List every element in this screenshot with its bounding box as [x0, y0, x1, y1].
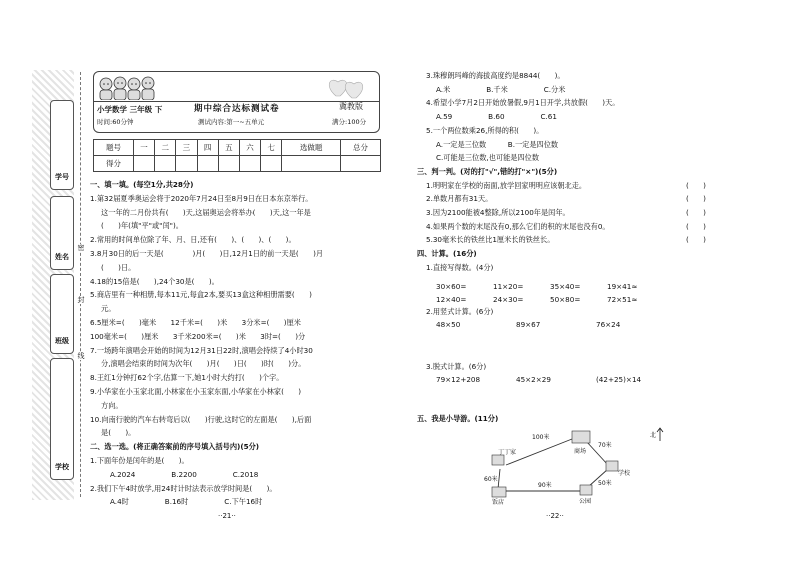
- map-place-home: 丁丁家: [498, 449, 517, 456]
- step-calc-item: 79×12+208: [436, 375, 481, 384]
- question-line: 5.一个两位数乘26,所得的积( )。: [426, 125, 544, 135]
- map-place-mall: 商场: [574, 448, 587, 455]
- student-number-box: [50, 100, 74, 190]
- map-distance-90: 90米: [538, 482, 552, 489]
- question-line: 5.30毫米长的铁丝比1厘米长的铁丝长。: [426, 235, 555, 245]
- exam-title: 期中综合达标测试卷: [194, 104, 280, 114]
- question-line: 2.常用的时间单位除了年、月、日,还有( )、( )、( )。: [90, 235, 296, 245]
- question-line: 分,演唱会结束的时间为次年( )月( )日( )时( )分。: [101, 359, 306, 369]
- question-line: 这一年的二月份共有( )天,这届奥运会将举办( )天,这一年是: [101, 207, 311, 217]
- page-number-right: ··22··: [546, 512, 564, 520]
- map-distance-60: 60米: [484, 476, 498, 483]
- question-line: 8.王红1分钟打62个字,估算一下,她1小时大约打( )个字。: [90, 373, 284, 383]
- class-box: [50, 274, 74, 354]
- score-table: [93, 139, 381, 172]
- score-cell[interactable]: [155, 156, 176, 172]
- score-cell[interactable]: [133, 156, 154, 172]
- question-line: A.4时 B.16时 C.下午16时: [110, 497, 263, 507]
- score-cell[interactable]: [197, 156, 218, 172]
- header-divider: [94, 101, 379, 102]
- direct-calc-item: 50×80=: [550, 295, 581, 304]
- exam-header: [93, 71, 380, 133]
- question-line: 6.5厘米=( )毫米 12千米=( )米 3分米=( )厘米: [90, 318, 301, 327]
- score-cell[interactable]: [218, 156, 239, 172]
- school-building: [606, 461, 618, 471]
- question-line: 2.我们下午4时放学,用24时计时法表示放学时间是( )。: [90, 483, 277, 493]
- score-cell[interactable]: [239, 156, 260, 172]
- question-line: 1.明明家在学校的南面,放学回家明明应该朝北走。: [426, 180, 587, 190]
- question-line: A.米 B.千米 C.分米: [436, 84, 566, 94]
- score-header-cell: 六: [239, 140, 260, 156]
- question-line: 100毫米=( )厘米 3千米200米=( )米 3时=( )分: [90, 331, 306, 341]
- section-title: 三、判一判。(对的打"√",错的打"×")(5分): [417, 166, 558, 176]
- question-line: A.一定是三位数 B.一定是四位数: [436, 139, 559, 149]
- direct-calc-item: 35×40=: [550, 282, 581, 291]
- seal-line: [80, 72, 81, 497]
- score-row: [94, 156, 381, 172]
- direct-calc-item: 30×60=: [436, 282, 467, 291]
- seal-char-1: 密: [77, 244, 85, 252]
- score-header-cell: 五: [218, 140, 239, 156]
- name-box: [50, 196, 74, 270]
- score-cell[interactable]: [261, 156, 282, 172]
- question-line: A.59 B.60 C.61: [436, 112, 557, 122]
- score-header-cell: 总分: [340, 140, 380, 156]
- vertical-calc-item: 76×24: [596, 320, 621, 329]
- score-header-row: [94, 140, 381, 156]
- question-line: 4.希望小学7月2日开始放暑假,9月1日开学,共放假( )天。: [426, 98, 620, 108]
- map-distance-70: 70米: [598, 442, 612, 449]
- question-line: 1.第32届夏季奥运会将于2020年7月24日至8月9日在日本东京举行。: [90, 193, 313, 203]
- step-calc-title: 3.脱式计算。(6分): [426, 362, 487, 371]
- direct-calc-item: 11×20=: [493, 282, 524, 291]
- map-place-school: 学校: [618, 470, 631, 477]
- score-cell[interactable]: [340, 156, 380, 172]
- page-number-left-value: 21: [222, 512, 232, 520]
- restaurant-building: [492, 487, 506, 497]
- page-number-left: ··21··: [218, 512, 236, 520]
- score-header-cell: 题号: [94, 140, 134, 156]
- question-line: 是( )。: [101, 428, 136, 438]
- question-line: ( )日。: [101, 262, 136, 272]
- question-line: 1.直接写得数。(4分): [426, 262, 494, 272]
- school-label: 学校: [55, 463, 69, 471]
- question-line: 3.8月30日的后一天是( )月( )日,12月1日的前一天是( )月: [90, 249, 324, 258]
- road-home-restaurant: [498, 469, 500, 489]
- north-label: 北: [650, 432, 657, 439]
- mall-building: [572, 431, 590, 443]
- judge-answer-blank[interactable]: ( ): [686, 221, 706, 231]
- judge-answer-blank[interactable]: ( ): [686, 180, 706, 190]
- question-line: C.可能是三位数,也可能是四位数: [436, 153, 540, 163]
- map-distance-100: 100米: [532, 434, 550, 441]
- score-header-cell: 四: [197, 140, 218, 156]
- question-line: 元。: [101, 304, 116, 314]
- class-label: 班级: [55, 337, 69, 345]
- score-cell[interactable]: [176, 156, 197, 172]
- name-label: 姓名: [55, 253, 69, 261]
- student-number-label: 学号: [55, 173, 69, 181]
- hearts-decoration: [326, 76, 374, 100]
- question-line: 10.向南行驶的汽车右转弯后以( )行驶,这时它的左面是( ),后面: [90, 414, 312, 424]
- park-building: [580, 485, 592, 495]
- question-line: 4.如果两个数的末尾没有0,那么它们的积的末尾也没有0。: [426, 221, 610, 231]
- question-line: A.2024 B.2200 C.2018: [110, 469, 259, 479]
- question-line: 4.18的15倍是( ),24个30是( )。: [90, 276, 219, 286]
- question-line: 1.下面年份是闰年的是( )。: [90, 456, 189, 465]
- question-line: 5.商店里有一种相册,每本11元,每盒2本,要买13盒这种相册需要( ): [90, 290, 312, 300]
- guide-map: [470, 425, 670, 505]
- score-header-cell: 七: [261, 140, 282, 156]
- judge-answer-blank[interactable]: ( ): [686, 235, 706, 245]
- section-5-title: 五、我是小导游。(11分): [417, 414, 499, 423]
- edition-badge: 冀教版: [339, 102, 363, 111]
- full-score: 满分:100分: [332, 118, 367, 126]
- section-title: 四、计算。(16分): [417, 249, 477, 259]
- vertical-calc-title: 2.用竖式计算。(6分): [426, 307, 494, 316]
- direct-calc-item: 12×40=: [436, 295, 467, 304]
- score-header-cell: 一: [133, 140, 154, 156]
- school-box: [50, 358, 74, 480]
- score-header-cell: 三: [176, 140, 197, 156]
- judge-answer-blank[interactable]: ( ): [686, 208, 706, 217]
- judge-answer-blank[interactable]: ( ): [686, 194, 706, 204]
- home-building: [492, 455, 504, 465]
- question-line: 方向。: [101, 400, 123, 410]
- page-number-right-value: 22: [550, 512, 560, 520]
- score-cell[interactable]: [282, 156, 341, 172]
- question-line: 3.珠穆朗玛峰的海拔高度约是8844( )。: [426, 71, 565, 80]
- question-line: 7.一场跨年演唱会开始的时间为12月31日22时,演唱会持续了4小时30: [90, 345, 313, 355]
- question-line: 9.小华家在小玉家北面,小林家在小玉家东面,小华家在小林家( ): [90, 387, 302, 396]
- step-calc-item: (42+25)×14: [596, 375, 642, 384]
- vertical-calc-item: 89×67: [516, 320, 541, 329]
- score-header-cell: 二: [155, 140, 176, 156]
- section-title: 一、填一填。(每空1分,共28分): [90, 180, 194, 189]
- question-line: 2.单数月都有31天。: [426, 194, 493, 204]
- question-line: 3.因为2100能被4整除,所以2100年是闰年。: [426, 208, 570, 217]
- vertical-calc-item: 48×50: [436, 320, 461, 329]
- seal-char-3: 线: [77, 352, 85, 360]
- subject-label: 小学数学 三年级 下: [97, 105, 163, 114]
- direct-calc-item: 24×30=: [493, 295, 524, 304]
- step-calc-item: 45×2×29: [516, 375, 551, 384]
- direct-calc-item: 19×41≈: [607, 282, 638, 291]
- map-place-restaurant: 饭店: [492, 499, 505, 505]
- section-title: 二、选一选。(将正确答案前的序号填入括号内)(5分): [90, 442, 260, 452]
- children-illustration: [97, 74, 163, 100]
- direct-calc-item: 72×51≈: [607, 295, 638, 304]
- map-distance-50: 50米: [598, 480, 612, 487]
- score-row-label: 得分: [94, 156, 134, 172]
- time-label: 时间:60分钟: [97, 118, 134, 126]
- question-line: ( )年(填"平"或"闰")。: [101, 221, 183, 231]
- map-place-park: 公园: [579, 498, 592, 505]
- seal-char-2: 封: [77, 296, 85, 304]
- score-header-cell: 选做题: [282, 140, 341, 156]
- test-scope: 测试内容:第一~五单元: [198, 118, 265, 126]
